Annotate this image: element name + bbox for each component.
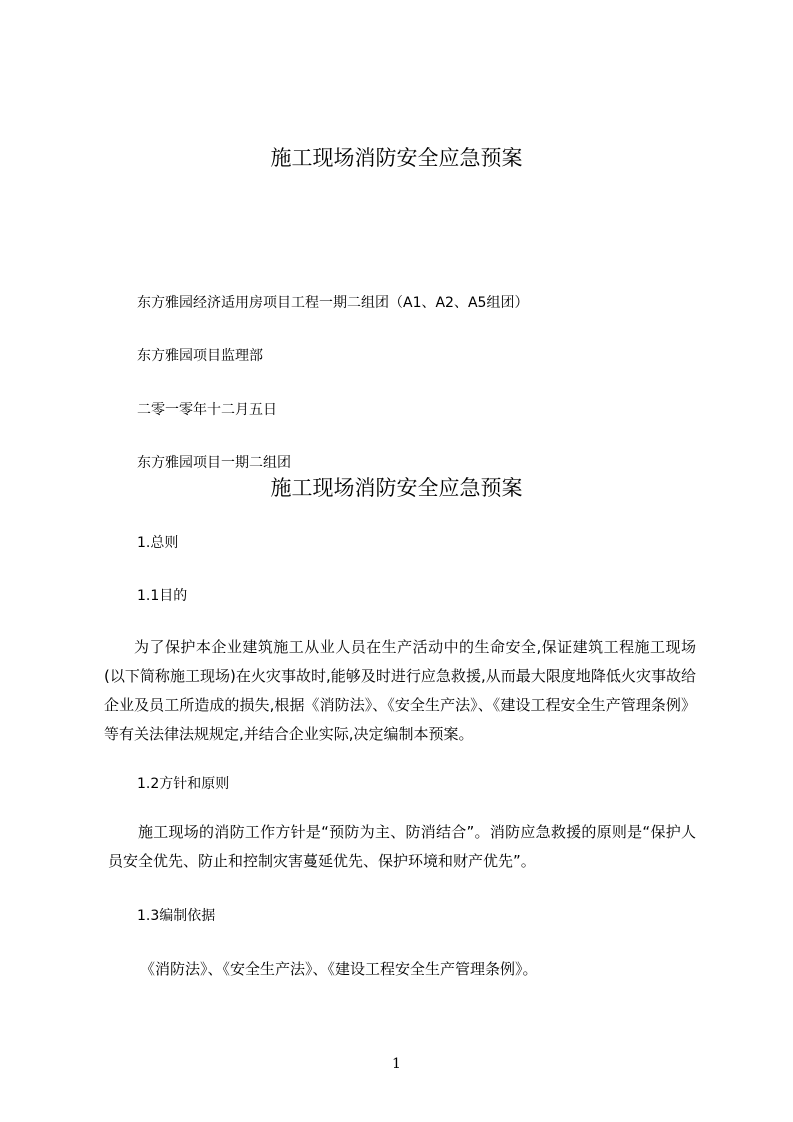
section-heading-purpose: 1.1目的: [137, 588, 188, 604]
cover-title: 施工现场消防安全应急预案: [270, 146, 523, 170]
cover-date: 二零一零年十二月五日: [137, 402, 277, 418]
section-heading-general: 1.总则: [137, 535, 179, 551]
cover-project-name: 东方雅园经济适用房项目工程一期二组团（A1、A2、A5组团）: [137, 295, 529, 311]
paragraph-purpose: 为了保护本企业建筑施工从业人员在生产活动中的生命安全,保证建筑工程施工现场(以下简称施工现场)在火灾事故时,能够及时进行应急救援,从而最大限度地降低火灾事故给企业及员工所造成的损失,根据《消防法》、《安全生产法》、《建设工程安全生产管理条例》等有关法律法规规定,并结合企业实际,决定编制本预案。: [104, 638, 696, 743]
paragraph-principle: 施工现场的消防工作方针是“预防为主、防消结合”。消防应急救援的原则是“保护人员安全优先、防止和控制灾害蔓延优先、保护环境和财产优先”。: [108, 823, 696, 870]
cover-group: 东方雅园项目一期二组团: [137, 455, 291, 471]
paragraph-basis: 《消防法》、《安全生产法》、《建设工程安全生产管理条例》。: [140, 960, 538, 978]
page-number: 1: [392, 1056, 401, 1072]
cover-department: 东方雅园项目监理部: [137, 348, 263, 364]
section-heading-basis: 1.3编制依据: [137, 908, 216, 924]
section-heading-principle: 1.2方针和原则: [137, 776, 230, 792]
body-title: 施工现场消防安全应急预案: [270, 476, 523, 500]
